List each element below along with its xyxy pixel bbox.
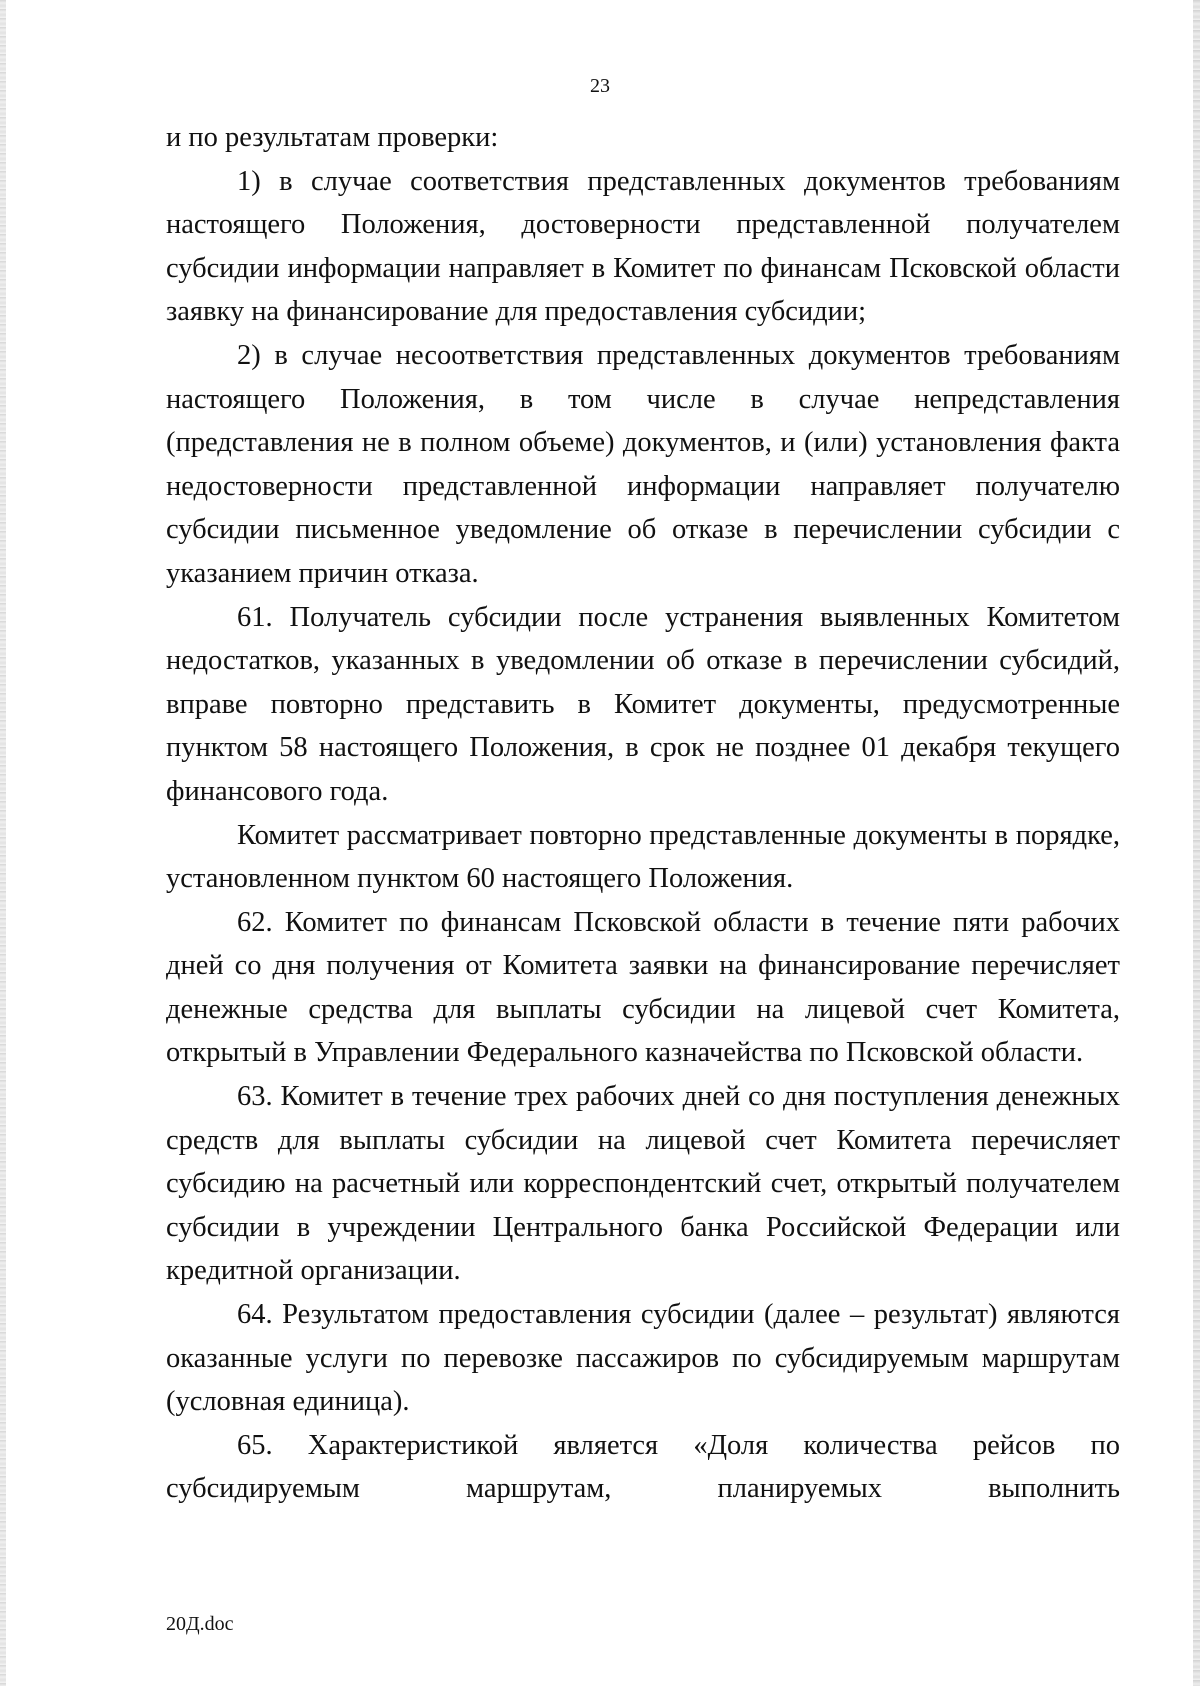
paragraph-intro: и по результатам проверки: [166,122,499,153]
paragraph-clause-65: 65. Характеристикой является «Доля количества рейсов по субсидируемым маршрутам, планируемых выполнить [166,1429,1120,1505]
scan-edge-right [1193,0,1200,1686]
paragraph-item-1: 1) в случае соответствия представленных документов требованиям настоящего Положения, достоверности представленной получателем субсидии информации направляет в Комитет по финансам Псковской области заявку на финансирование для предоставления субсидии; [166,165,1120,328]
paragraph-clause-64: 64. Результатом предоставления субсидии (далее – результат) являются оказанные услуги по перевозке пассажиров по субсидируемым маршрутам (условная единица). [166,1299,1120,1418]
paragraph-clause-63: 63. Комитет в течение трех рабочих дней со дня поступления денежных средств для выплаты субсидии на лицевой счет Комитета перечисляет субсидию на расчетный или корреспондентский счет, открытый получателем субсидии в учреждении Центрального банка Российской Федерации или кредитной организации. [166,1081,1120,1287]
document-body [166,116,1120,1511]
page-number: 23 [590,75,610,97]
paragraph-clause-62: 62. Комитет по финансам Псковской области в течение пяти рабочих дней со дня получения от Комитета заявки на финансирование перечисляет денежные средства для выплаты субсидии на лицевой счет Комитета, открытый в Управлении Федерального казначейства по Псковской области. [166,906,1120,1069]
paragraph-item-2: 2) в случае несоответствия представленных документов требованиям настоящего Положения, в том числе в случае непредставления (представления не в полном объеме) документов, и (или) установления факта недостоверности представленной информации направляет получателю субсидии письменное уведомление об отказе в перечислении субсидии с указанием причин отказа. [166,339,1120,589]
footer-filename: 20Д.doc [166,1613,234,1635]
paragraph-clause-61: 61. Получатель субсидии после устранения выявленных Комитетом недостатков, указанных в уведомлении об отказе в перечислении субсидий, вправе повторно представить в Комитет документы, предусмотренные пунктом 58 настоящего Положения, в срок не позднее 01 декабря текущего финансового года. [166,601,1120,807]
scan-edge-left [0,0,6,1686]
paragraph-clause-61-continued: Комитет рассматривает повторно представленные документы в порядке, установленном пунктом 60 настоящего Положения. [166,819,1120,895]
